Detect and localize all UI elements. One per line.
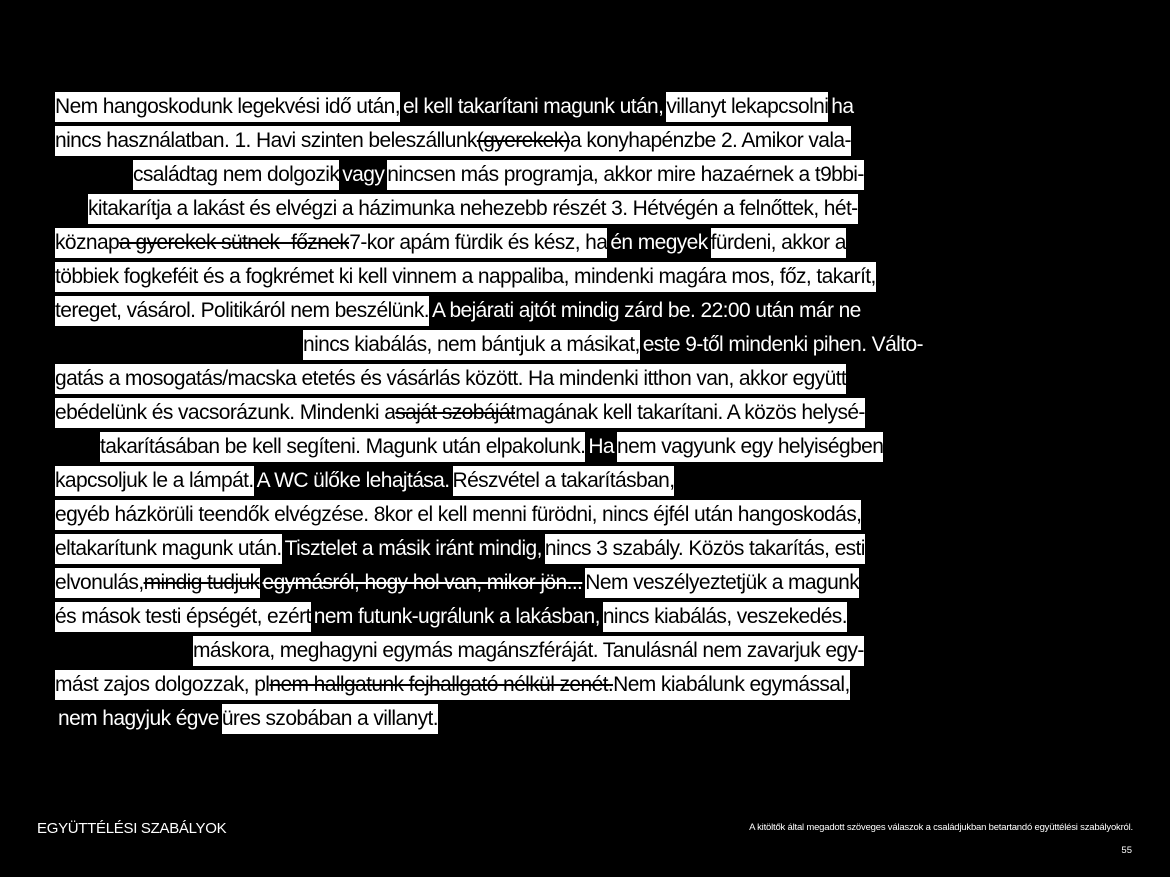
highlight-phrase: nem hagyjuk égve (55, 704, 222, 734)
text-line (193, 636, 864, 666)
text-fragment: kapcsoljuk le a lámpát. (55, 466, 254, 496)
text-fragment: a konyhapénzbe 2. Amikor vala- (570, 126, 851, 156)
highlight-phrase: nem futunk-ugrálunk a lakásban, (311, 602, 603, 632)
text-line (55, 670, 850, 700)
highlight-phrase: este 9-től mindenki pihen. Válto- (640, 330, 926, 360)
text-fragment: egyéb házkörüli teendők elvégzése. 8kor el kell menni fürödni, nincs éjfél után hangoskodás, (55, 500, 861, 530)
text-fragment: fürdeni, akkor a (711, 228, 846, 258)
text-fragment: gatás a mosogatás/macska etetés és vásárlás között. Ha mindenki itthon van, akkor együtt (55, 364, 846, 394)
text-fragment: 7-kor apám fürdik és kész, ha (349, 228, 607, 258)
struck-phrase: nem hallgatunk fejhallgató nélkül zenét. (269, 670, 613, 700)
highlight-phrase: vagy (339, 160, 387, 190)
text-line (55, 466, 674, 496)
text-fragment: családtag nem dolgozik (133, 160, 339, 190)
highlight-phrase: ha (828, 92, 856, 122)
text-fragment: Nem hangoskodunk legekvési idő után, (55, 92, 400, 122)
highlight-phrase: Ha (585, 432, 617, 462)
text-line (55, 262, 876, 292)
text-fragment: nincsen más programja, akkor mire hazaérnek a t9bbi- (387, 160, 864, 190)
text-line (55, 228, 846, 258)
text-line (55, 534, 865, 564)
text-line (55, 126, 851, 156)
caption: A kitöltők által megadott szöveges válaszok a családjukban betartandó együttélési szabályokról. (749, 822, 1133, 833)
text-line (55, 364, 846, 394)
text-fragment: többiek fogkeféit és a fogkrémet ki kell vinnem a nappaliba, mindenki magára mos, főz, takarít, (55, 262, 876, 292)
text-line (88, 194, 858, 224)
text-fragment: Részvétel a takarításban, (453, 466, 675, 496)
text-line (55, 704, 438, 734)
text-line (55, 602, 847, 632)
text-fragment: Nem veszélyeztetjük a magunk (585, 568, 859, 598)
highlight-phrase: el kell takarítani magunk után, (400, 92, 666, 122)
text-fragment: magának kell takarítani. A közös helysé- (515, 398, 865, 428)
text-fragment: tereget, vásárol. Politikáról nem beszélünk. (55, 296, 429, 326)
highlight-phrase: Tisztelet a másik iránt mindig, (282, 534, 545, 564)
text-line (55, 92, 856, 122)
text-fragment: eltakarítunk magunk után. (55, 534, 282, 564)
text-fragment: Nem kiabálunk egymással, (613, 670, 850, 700)
text-fragment: nem vagyunk egy helyiségben (617, 432, 883, 462)
page-number: 55 (1121, 845, 1132, 856)
text-line (55, 500, 861, 530)
text-fragment: nincs kiabálás, nem bántjuk a másikat, (303, 330, 640, 360)
text-fragment: mást zajos dolgozzak, pl (55, 670, 269, 700)
text-fragment: takarításában be kell segíteni. Magunk után elpakolunk. (100, 432, 585, 462)
highlight-phrase: A bejárati ajtót mindig zárd be. 22:00 után már ne (429, 296, 864, 326)
text-fragment: nincs 3 szabály. Közös takarítás, esti (545, 534, 865, 564)
struck-phrase: a gyerekek sütnek- főznek (119, 228, 349, 258)
highlight-phrase: egymásról, hogy hol van, mikor jön... (260, 568, 586, 598)
text-line (55, 398, 865, 428)
text-fragment: köznap (55, 228, 119, 258)
struck-phrase: saját szobáját (395, 398, 515, 428)
text-line (133, 160, 864, 190)
text-line (303, 330, 926, 360)
section-title: EGYÜTTÉLÉSI SZABÁLYOK (37, 820, 227, 837)
struck-phrase: mindig tudjuk (144, 568, 260, 598)
text-fragment: elvonulás, (55, 568, 144, 598)
text-line (55, 296, 864, 326)
text-fragment: nincs használatban. 1. Havi szinten beleszállunk (55, 126, 477, 156)
text-fragment: üres szobában a villanyt. (222, 704, 438, 734)
text-fragment: máskora, meghagyni egymás magánszféráját. Tanulásnál nem zavarjuk egy- (193, 636, 864, 666)
struck-phrase: (gyerekek) (477, 126, 570, 156)
text-fragment: villanyt lekapcsolni (666, 92, 828, 122)
text-line (55, 568, 859, 598)
highlight-phrase: én megyek (607, 228, 710, 258)
text-fragment: kitakarítja a lakást és elvégzi a házimunka nehezebb részét 3. Hétvégén a felnőttek, hét- (88, 194, 858, 224)
text-fragment: és mások testi épségét, ezért (55, 602, 311, 632)
highlight-phrase: A WC ülőke lehajtása. (254, 466, 453, 496)
text-fragment: ebédelünk és vacsorázunk. Mindenki a (55, 398, 395, 428)
text-fragment: nincs kiabálás, veszekedés. (603, 602, 847, 632)
text-line (100, 432, 883, 462)
